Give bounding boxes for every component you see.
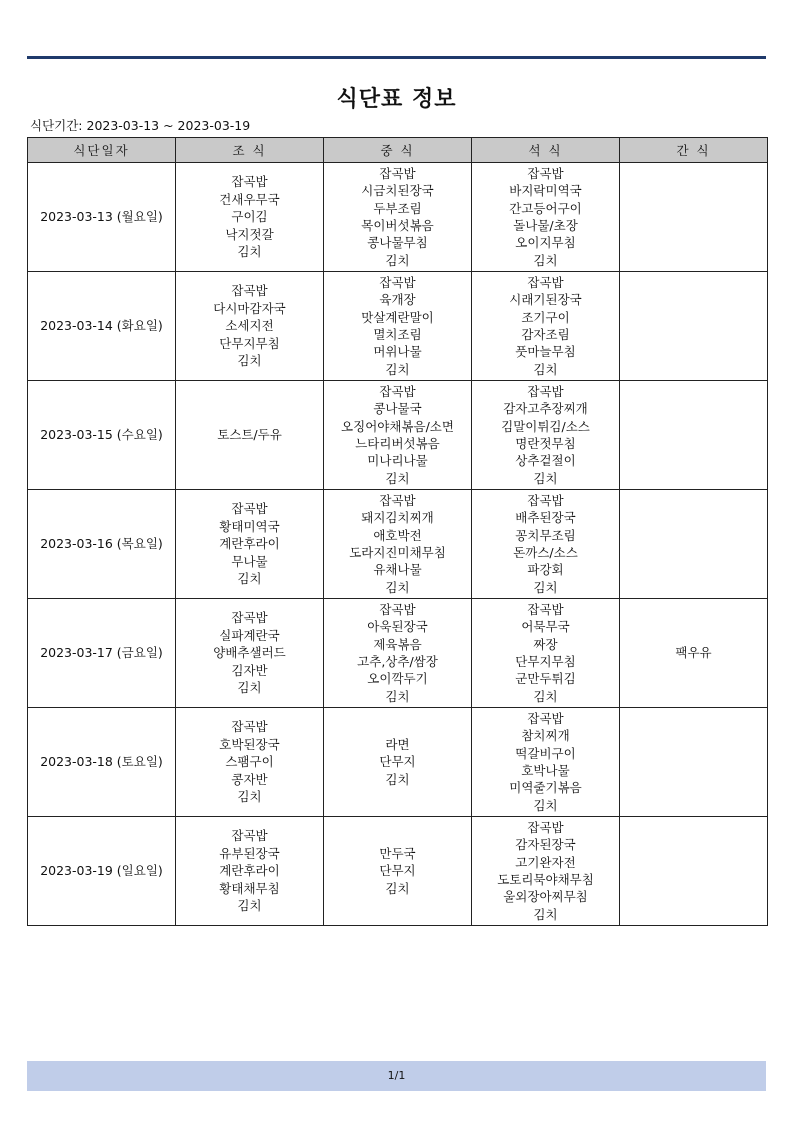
menu-item: 군만두튀김 — [515, 671, 576, 687]
menu-item: 잡곡밥 — [379, 383, 416, 399]
meal-period: 식단기간: 2023-03-13 ~ 2023-03-19 — [30, 118, 251, 133]
breakfast-cell — [176, 708, 324, 817]
lunch-cell — [324, 599, 472, 708]
menu-item: 콩자반 — [231, 771, 268, 787]
menu-item: 김치 — [533, 470, 558, 486]
menu-item: 배추된장국 — [515, 510, 576, 526]
menu-item: 돌나물/초장 — [513, 218, 578, 233]
dinner-cell — [472, 381, 620, 490]
menu-item: 꽁치무조림 — [515, 527, 576, 543]
header-lunch: 중 식 — [324, 138, 472, 163]
lunch-cell — [324, 708, 472, 817]
menu-item: 김치 — [385, 470, 410, 486]
menu-item: 김치 — [533, 906, 558, 922]
menu-item: 잡곡밥 — [527, 492, 564, 508]
snack-cell — [620, 599, 768, 708]
menu-item: 오징어야채볶음/소면 — [341, 418, 454, 434]
menu-item: 어묵무국 — [521, 619, 570, 635]
menu-item: 느타리버섯볶음 — [355, 436, 440, 451]
breakfast-cell — [176, 490, 324, 599]
menu-item: 콩나물국 — [373, 401, 422, 417]
menu-item: 김치 — [533, 797, 558, 813]
menu-item: 짜장 — [533, 636, 558, 652]
menu-item: 잡곡밥 — [231, 828, 268, 844]
top-divider — [27, 56, 766, 59]
menu-item: 잡곡밥 — [527, 274, 564, 290]
table-row — [28, 163, 768, 272]
menu-item: 김치 — [385, 252, 410, 268]
menu-item: 명란젓무침 — [515, 436, 576, 451]
menu-item: 잡곡밥 — [527, 165, 564, 181]
dinner-cell — [472, 599, 620, 708]
menu-item: 돼지김치찌개 — [361, 510, 434, 526]
menu-item: 김치 — [385, 361, 410, 377]
menu-item: 단무지무침 — [515, 654, 576, 669]
menu-item: 김치 — [533, 579, 558, 595]
table-row — [28, 490, 768, 599]
lunch-cell — [324, 272, 472, 381]
menu-item: 잡곡밥 — [379, 165, 416, 181]
header-date: 식단일자 — [28, 138, 176, 163]
menu-item: 김치 — [385, 579, 410, 595]
menu-item: 풋마늘무침 — [515, 344, 576, 360]
menu-item: 김자반 — [231, 662, 268, 678]
menu-item: 김치 — [533, 361, 558, 377]
menu-item: 김치 — [237, 789, 262, 805]
meal-table-body — [28, 163, 768, 926]
menu-item: 잡곡밥 — [527, 601, 564, 617]
menu-item: 미역줄기볶음 — [509, 780, 582, 796]
menu-item: 팩우유 — [675, 645, 712, 661]
menu-item: 무나물 — [231, 553, 268, 569]
table-header-row — [28, 138, 768, 163]
menu-item: 멸치조림 — [373, 327, 422, 342]
menu-item: 도라지진미채무침 — [349, 545, 446, 560]
menu-item: 머위나물 — [373, 344, 422, 360]
menu-item: 김치 — [237, 353, 262, 369]
snack-cell — [620, 817, 768, 926]
menu-item: 김치 — [385, 688, 410, 704]
menu-item: 김치 — [533, 688, 558, 704]
menu-item: 잡곡밥 — [231, 283, 268, 299]
menu-item: 계란후라이 — [219, 536, 280, 552]
menu-item: 스팸구이 — [225, 754, 274, 770]
menu-item: 단무지 — [379, 863, 416, 879]
lunch-cell — [324, 163, 472, 272]
dinner-cell — [472, 708, 620, 817]
menu-item: 실파계란국 — [219, 627, 280, 643]
lunch-cell — [324, 381, 472, 490]
menu-item: 호박된장국 — [219, 736, 280, 752]
menu-item: 잡곡밥 — [379, 492, 416, 508]
table-row — [28, 817, 768, 926]
header-snack: 간 식 — [620, 138, 768, 163]
meal-date: 2023-03-17 (금요일) — [28, 599, 176, 708]
menu-item: 양배추샐러드 — [213, 645, 286, 661]
table-row — [28, 381, 768, 490]
dinner-cell — [472, 163, 620, 272]
menu-item: 김치 — [533, 252, 558, 268]
menu-item: 감자고추장찌개 — [503, 401, 588, 417]
menu-item: 유부된장국 — [219, 845, 280, 861]
menu-item: 호박나물 — [521, 763, 570, 778]
menu-item: 잡곡밥 — [231, 501, 268, 517]
menu-item: 맛살계란말이 — [361, 309, 434, 325]
table-row — [28, 599, 768, 708]
menu-item: 울외장아찌무침 — [503, 889, 588, 905]
menu-item: 오이지무침 — [515, 235, 576, 251]
page-footer — [27, 1061, 766, 1091]
menu-item: 목이버섯볶음 — [361, 218, 434, 233]
menu-item: 고추,상추/쌈장 — [357, 654, 438, 669]
menu-item: 김치 — [237, 680, 262, 696]
menu-item: 김치 — [237, 571, 262, 587]
menu-item: 잡곡밥 — [231, 174, 268, 190]
breakfast-cell — [176, 272, 324, 381]
snack-cell — [620, 490, 768, 599]
menu-item: 황태채무침 — [219, 880, 280, 896]
header-dinner: 석 식 — [472, 138, 620, 163]
menu-item: 감자된장국 — [515, 837, 576, 853]
dinner-cell — [472, 490, 620, 599]
menu-item: 아욱된장국 — [367, 619, 428, 635]
menu-item: 단무지 — [379, 754, 416, 770]
menu-item: 잡곡밥 — [527, 710, 564, 726]
menu-item: 잡곡밥 — [379, 601, 416, 617]
menu-item: 도토리묵야채무침 — [497, 872, 594, 887]
lunch-cell — [324, 817, 472, 926]
menu-item: 두부조림 — [373, 200, 422, 216]
menu-item: 상추겉절이 — [515, 453, 576, 469]
menu-item: 시래기된장국 — [509, 292, 582, 308]
menu-item: 계란후라이 — [219, 863, 280, 879]
breakfast-cell — [176, 381, 324, 490]
menu-item: 토스트/두유 — [217, 427, 282, 443]
menu-item: 미나리나물 — [367, 453, 428, 469]
menu-item: 유채나물 — [373, 562, 422, 578]
menu-item: 잡곡밥 — [379, 274, 416, 290]
menu-item: 김말이튀김/소스 — [501, 418, 590, 434]
menu-item: 파강회 — [527, 562, 564, 578]
dinner-cell — [472, 817, 620, 926]
menu-item: 구이김 — [231, 209, 268, 225]
menu-item: 오이깍두기 — [367, 671, 428, 687]
menu-item: 단무지무침 — [219, 335, 280, 351]
menu-item: 감자조림 — [521, 327, 570, 342]
menu-item: 시금치된장국 — [361, 183, 434, 199]
snack-cell — [620, 272, 768, 381]
menu-item: 제육볶음 — [373, 636, 422, 652]
meal-table — [27, 137, 768, 926]
menu-item: 김치 — [237, 898, 262, 914]
breakfast-cell — [176, 163, 324, 272]
snack-cell — [620, 163, 768, 272]
menu-item: 잡곡밥 — [527, 819, 564, 835]
table-row — [28, 272, 768, 381]
lunch-cell — [324, 490, 472, 599]
menu-item: 조기구이 — [521, 309, 570, 325]
meal-date: 2023-03-16 (목요일) — [28, 490, 176, 599]
menu-item: 애호박전 — [373, 527, 422, 543]
meal-date: 2023-03-15 (수요일) — [28, 381, 176, 490]
menu-item: 라면 — [385, 736, 410, 752]
menu-item: 참치찌개 — [521, 728, 570, 744]
meal-date: 2023-03-18 (토요일) — [28, 708, 176, 817]
menu-item: 바지락미역국 — [509, 183, 582, 199]
meal-date: 2023-03-19 (일요일) — [28, 817, 176, 926]
menu-item: 콩나물무침 — [367, 235, 428, 251]
snack-cell — [620, 381, 768, 490]
menu-item: 김치 — [385, 880, 410, 896]
menu-item: 건새우무국 — [219, 191, 280, 207]
meal-date: 2023-03-13 (월요일) — [28, 163, 176, 272]
menu-item: 떡갈비구이 — [515, 745, 576, 761]
menu-item: 만두국 — [379, 845, 416, 861]
menu-item: 소세지전 — [225, 318, 274, 334]
page-title: 식단표 정보 — [336, 87, 457, 112]
table-row — [28, 708, 768, 817]
menu-item: 잡곡밥 — [527, 383, 564, 399]
snack-cell — [620, 708, 768, 817]
meal-date: 2023-03-14 (화요일) — [28, 272, 176, 381]
menu-item: 다시마감자국 — [213, 300, 286, 316]
menu-item: 고기완자전 — [515, 854, 576, 870]
menu-item: 김치 — [237, 244, 262, 260]
dinner-cell — [472, 272, 620, 381]
menu-item: 낙지젓갈 — [225, 226, 274, 242]
menu-item: 황태미역국 — [219, 518, 280, 534]
menu-item: 잡곡밥 — [231, 610, 268, 626]
breakfast-cell — [176, 817, 324, 926]
header-breakfast: 조 식 — [176, 138, 324, 163]
menu-item: 돈까스/소스 — [513, 545, 578, 560]
page-number: 1/1 — [387, 1069, 406, 1082]
menu-item: 잡곡밥 — [231, 719, 268, 735]
menu-item: 김치 — [385, 771, 410, 787]
menu-item: 육개장 — [379, 292, 416, 308]
menu-item: 간고등어구이 — [509, 200, 582, 216]
breakfast-cell — [176, 599, 324, 708]
